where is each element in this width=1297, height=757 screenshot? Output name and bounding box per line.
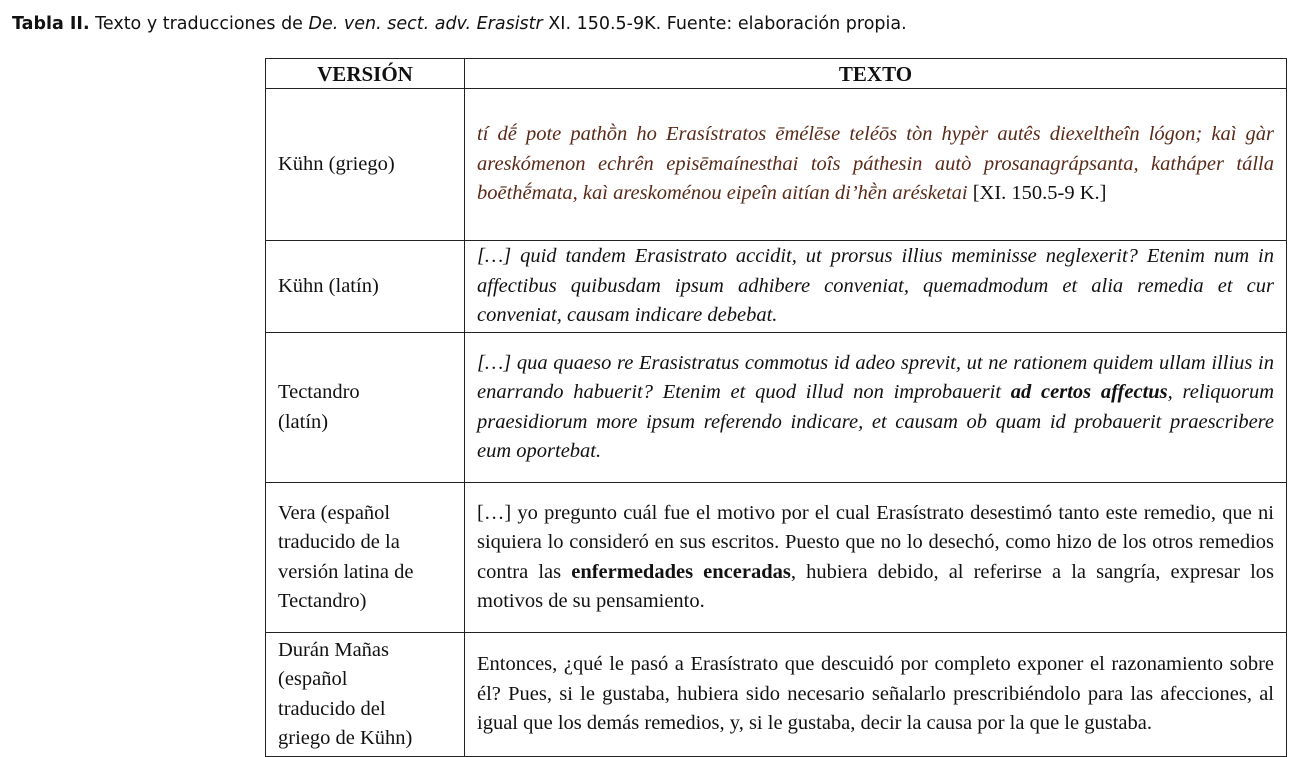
text-cell [465, 483, 1287, 633]
version-line: griego de Kühn) [278, 727, 413, 749]
spanish-text: , hubiera debido, al referirse a la sangría, expresar los motivos de su pensamiento. [477, 560, 1274, 612]
latin-text: , reliquorum praesidiorum more ipsum referendo indicare, et causam ob quam id probauerit praescribere eum oportebat. [477, 381, 1275, 462]
table-caption [12, 12, 907, 36]
spanish-text: Entonces, ¿qué le pasó a Erasístrato que descuidó por completo exponer el razonamiento sobre él? Pues, si le gustaba, hubiera sido necesario señalarlo prescribiéndolo para las afecciones, al igual que los demás remedios, y, si le gustaba, decir la causa por la que le gustaba. [477, 653, 1274, 735]
text-cell [465, 633, 1287, 757]
table-row [266, 333, 1287, 483]
version-line: Tectandro) [278, 590, 367, 612]
version-line: traducido del [278, 697, 386, 720]
table-header-row [266, 59, 1287, 89]
header-version: VERSIÓN [266, 59, 465, 89]
version-cell [266, 633, 465, 757]
version-line: (español [278, 668, 348, 690]
caption-label: Tabla II. [12, 14, 90, 34]
greek-transliteration: tí dḗ pote pathṑn ho Erasístratos ēmélēse teléōs tòn hypèr autês diexeltheîn lógon; kaì gàr areskómenon echrên episēmaínesthai toîs páthesin autò prosanagrápsanta, katháper tálla boēthḗmata, kaì areskoménou eipeîn aitían di’hḕn arésketai [477, 123, 1274, 205]
emphasis-text: ad certos affectus [1010, 381, 1168, 403]
emphasis-text: enfermedades enceradas [571, 560, 791, 583]
version-line: Kühn (griego) [278, 152, 395, 175]
text-cell [465, 241, 1287, 333]
table-row [266, 241, 1287, 333]
header-text: TEXTO [465, 59, 1287, 89]
version-line: Vera (español [278, 501, 391, 524]
caption-suffix: XI. 150.5-9K. Fuente: elaboración propia. [542, 14, 907, 34]
latin-text: […] qua quaeso re Erasistratus commotus id adeo sprevit, ut ne rationem quidem ullam illius in enarrando habuerit? Etenim et quod illud non improbauerit [477, 351, 1274, 403]
spanish-text: […] yo pregunto cuál fue el motivo por el cual Erasístrato desestimó tanto este remedio, que ni siquiera lo consideró en sus escritos. Puesto que no lo desechó, como hizo de los otros remedios contra las [477, 501, 1274, 583]
version-line: traducido de la [278, 531, 400, 553]
source-reference: [XI. 150.5-9 K.] [967, 182, 1107, 205]
version-line: versión latina de [278, 560, 414, 583]
text-cell [465, 333, 1287, 483]
text-cell [465, 89, 1287, 241]
latin-text: […] quid tandem Erasistrato accidit, ut prorsus illius meminisse neglexerit? Etenim num in affectibus quibusdam ipsum adhibere conveniat, quemadmodum et alia remedia et cur conveniat, causam indicare debebat. [477, 245, 1274, 327]
version-line: Tectandro [278, 381, 360, 403]
version-line: Kühn (latín) [278, 274, 379, 297]
table-row [266, 633, 1287, 757]
translations-table [265, 58, 1287, 757]
version-cell [266, 241, 465, 333]
version-cell [266, 89, 465, 241]
version-cell [266, 333, 465, 483]
caption-prefix: Texto y traducciones de [89, 14, 309, 34]
version-line: Durán Mañas [278, 638, 390, 661]
caption-work-title: De. ven. sect. adv. Erasistr [308, 14, 543, 34]
version-cell [266, 483, 465, 633]
table-row [266, 89, 1287, 241]
table-row [266, 483, 1287, 633]
version-line: (latín) [278, 410, 329, 433]
